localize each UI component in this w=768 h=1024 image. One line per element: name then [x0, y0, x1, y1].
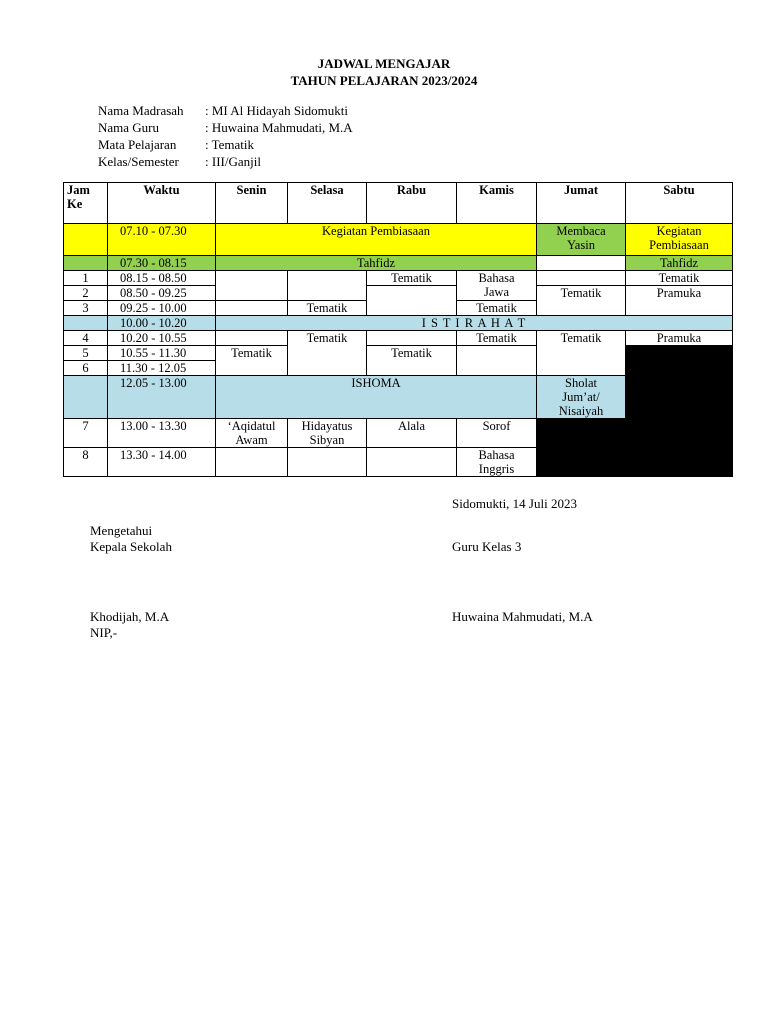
sabtu-cell: Pramuka	[626, 286, 733, 316]
jam-cell	[64, 224, 108, 256]
madrasah-label: Nama Madrasah	[98, 103, 184, 118]
rabu-cell: Alala	[367, 419, 457, 448]
guru-kelas-label: Guru Kelas 3	[452, 539, 522, 554]
header-selasa: Selasa	[288, 183, 367, 224]
table-row	[64, 316, 733, 331]
header-jam-ke: Jam Ke	[64, 183, 108, 224]
header-rabu: Rabu	[367, 183, 457, 224]
header-sabtu: Sabtu	[626, 183, 733, 224]
selasa-cell	[288, 271, 367, 301]
senin-cell: ‘Aqidatul Awam	[216, 419, 288, 448]
selasa-cell: Tematik	[288, 331, 367, 376]
bahasa-jawa-cell: Bahasa Jawa	[457, 271, 537, 301]
rabu-cell: Tematik	[367, 271, 457, 286]
header-jumat: Jumat	[537, 183, 626, 224]
waktu-cell: 07.30 - 08.15	[108, 256, 216, 271]
rabu-cell	[367, 448, 457, 477]
istirahat-cell: I S T I R A H A T	[216, 316, 733, 331]
jam-cell: 2	[64, 286, 108, 301]
jam-cell: 6	[64, 361, 108, 376]
header-kamis: Kamis	[457, 183, 537, 224]
waktu-cell: 10.00 - 10.20	[108, 316, 216, 331]
page-title: JADWAL MENGAJAR	[317, 56, 451, 71]
mengetahui-label: Mengetahui	[90, 523, 153, 538]
rabu-cell: Tematik	[367, 346, 457, 376]
table-row	[64, 331, 733, 346]
mapel-label: Mata Pelajaran	[98, 137, 177, 152]
table-row	[64, 271, 733, 286]
selasa-cell: Hidayatus Sibyan	[288, 419, 367, 448]
jam-cell	[64, 316, 108, 331]
table-row	[64, 286, 733, 301]
jam-cell: 7	[64, 419, 108, 448]
sabtu-cell: Tematik	[626, 271, 733, 286]
blocked-cell	[537, 419, 733, 477]
info-block	[98, 102, 353, 170]
selasa-cell	[288, 448, 367, 477]
sholat-jumat-cell: Sholat Jum’at/ Nisaiyah	[537, 376, 626, 419]
kegiatan-pembiasaan-cell: Kegiatan Pembiasaan	[216, 224, 537, 256]
jam-cell: 3	[64, 301, 108, 316]
waktu-cell: 08.15 - 08.50	[108, 271, 216, 286]
jumat-cell	[537, 256, 626, 271]
membaca-yasin-cell: Membaca Yasin	[537, 224, 626, 256]
guru-label: Nama Guru	[98, 120, 160, 135]
schedule-table	[63, 182, 733, 477]
jam-cell: 4	[64, 331, 108, 346]
senin-cell: Tematik	[216, 346, 288, 376]
ishoma-cell: ISHOMA	[216, 376, 537, 419]
jumat-cell: Tematik	[537, 286, 626, 316]
senin-cell	[216, 448, 288, 477]
kamis-cell: Sorof	[457, 419, 537, 448]
sabtu-cell: Pramuka	[626, 331, 733, 346]
header-waktu: Waktu	[108, 183, 216, 224]
madrasah-value: : MI Al Hidayah Sidomukti	[205, 103, 348, 118]
sabtu-tahfidz-cell: Tahfidz	[626, 256, 733, 271]
senin-cell	[216, 301, 288, 316]
waktu-cell: 08.50 - 09.25	[108, 286, 216, 301]
table-header	[64, 183, 733, 224]
sabtu-blocked-cell	[626, 376, 733, 419]
kepala-sekolah-label: Kepala Sekolah	[90, 539, 172, 554]
tahfidz-cell: Tahfidz	[216, 256, 537, 271]
nip-label: NIP,-	[90, 625, 118, 640]
waktu-cell: 10.20 - 10.55	[108, 331, 216, 346]
jam-cell: 8	[64, 448, 108, 477]
waktu-cell: 11.30 - 12.05	[108, 361, 216, 376]
page-subtitle: TAHUN PELAJARAN 2023/2024	[290, 73, 478, 88]
kamis-cell: Tematik	[457, 301, 537, 316]
place-date: Sidomukti, 14 Juli 2023	[452, 496, 577, 511]
kamis-cell: Tematik	[457, 331, 537, 346]
sabtu-kegiatan-cell: Kegiatan Pembiasaan	[626, 224, 733, 256]
rabu-cell	[367, 331, 457, 346]
mapel-value: : Tematik	[205, 137, 255, 152]
table-row	[64, 256, 733, 271]
selasa-cell: Tematik	[288, 301, 367, 316]
header-senin: Senin	[216, 183, 288, 224]
table-row	[64, 419, 733, 448]
table-row	[64, 224, 733, 256]
guru-value: : Huwaina Mahmudati, M.A	[205, 120, 353, 135]
jam-cell: 1	[64, 271, 108, 286]
bahasa-inggris-cell: Bahasa Inggris	[457, 448, 537, 477]
jam-cell	[64, 256, 108, 271]
jam-cell: 5	[64, 346, 108, 361]
waktu-cell: 07.10 - 07.30	[108, 224, 216, 256]
rabu-cell	[367, 286, 457, 316]
waktu-cell: 10.55 - 11.30	[108, 346, 216, 361]
senin-cell	[216, 331, 288, 346]
jumat-cell: Tematik	[537, 331, 626, 376]
kelas-label: Kelas/Semester	[98, 154, 179, 169]
waktu-cell: 12.05 - 13.00	[108, 376, 216, 419]
senin-cell	[216, 271, 288, 301]
kamis-cell	[457, 346, 537, 376]
waktu-cell: 13.00 - 13.30	[108, 419, 216, 448]
jam-cell	[64, 376, 108, 419]
kepala-name: Khodijah, M.A	[90, 609, 170, 624]
waktu-cell: 13.30 - 14.00	[108, 448, 216, 477]
guru-name: Huwaina Mahmudati, M.A	[452, 609, 593, 624]
jumat-cell	[537, 271, 626, 286]
table-row	[64, 376, 733, 419]
waktu-cell: 09.25 - 10.00	[108, 301, 216, 316]
kelas-value: : III/Ganjil	[205, 154, 261, 169]
sabtu-blocked-cell	[626, 346, 733, 376]
table-row	[64, 346, 733, 361]
